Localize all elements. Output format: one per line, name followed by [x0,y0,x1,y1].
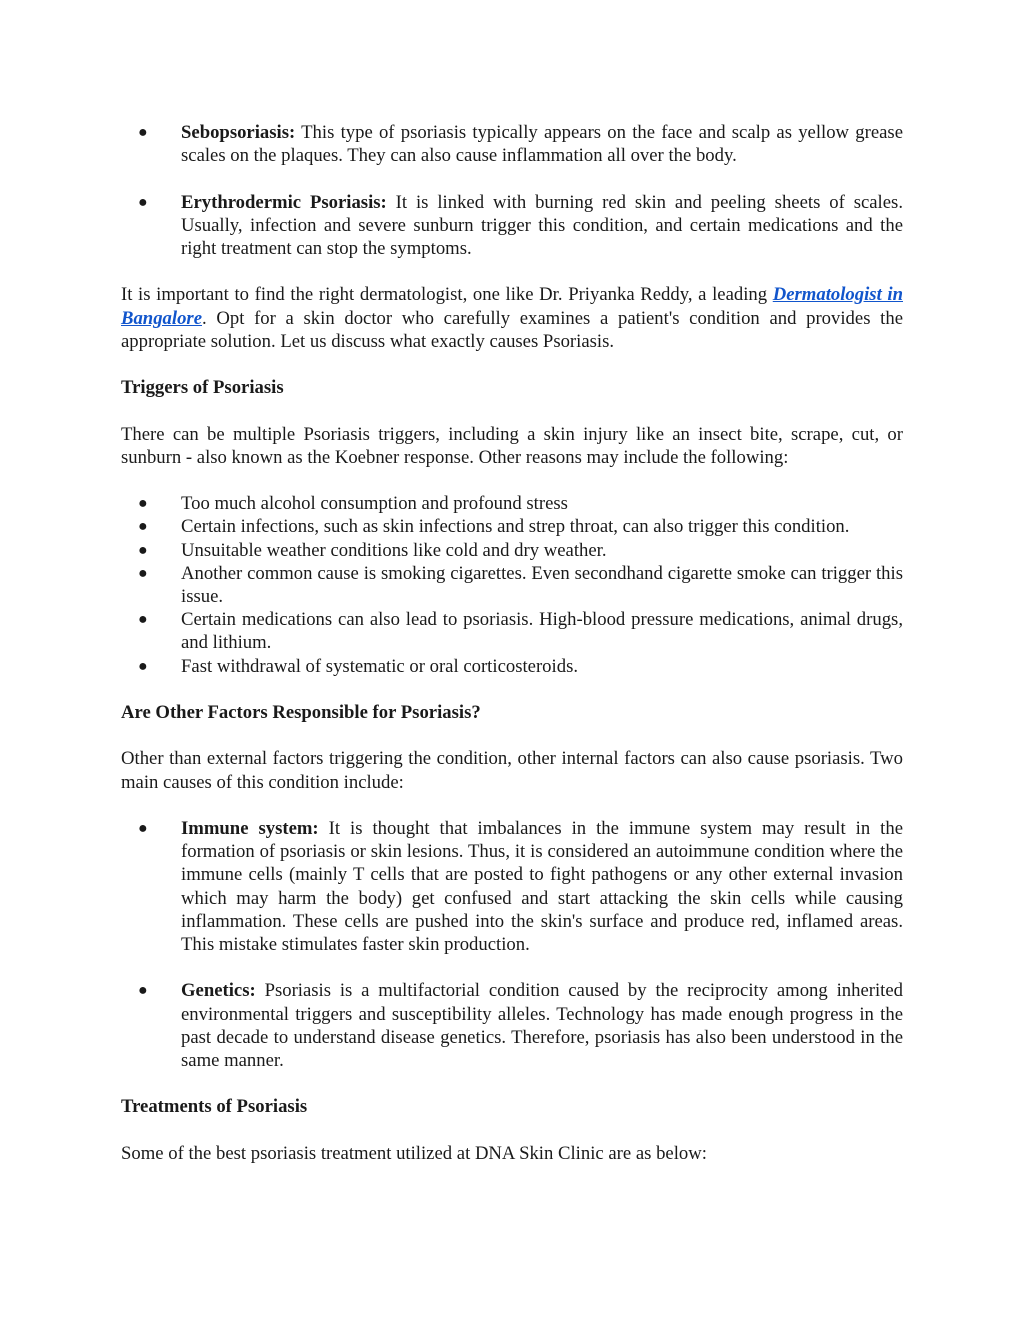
list-item-text: Psoriasis is a multifactorial condition caused by the reciprocity among inherited environmental triggers and susceptibility alleles. Technology has made enough progress in the past decade to understand disease genetics. Therefore, psoriasis has also been understood in the same manner. [181,980,903,1071]
bullet-icon: ● [138,982,148,1000]
list-item-text: Fast withdrawal of systematic or oral corticosteroids. [181,655,579,677]
list-item-text: This type of psoriasis typically appears on the face and scalp as yellow grease scales on the plaques. They can also cause inflammation all over the body. [181,122,903,167]
treatments-paragraph: Some of the best psoriasis treatment utilized at DNA Skin Clinic are as below: [121,1142,707,1164]
bullet-icon: ● [138,193,148,211]
list-item-term: Genetics: [181,980,256,1002]
triggers-heading: Triggers of Psoriasis [121,377,284,399]
bullet-icon: ● [138,124,148,141]
list-item-term: Sebopsoriasis: [181,122,296,143]
internal-causes-list [121,817,903,1072]
list-item [121,191,903,261]
other-factors-paragraph: Other than external factors triggering the condition, other internal factors can also cause psoriasis. Two main causes of this condition include: [121,748,903,793]
document-page [121,121,903,1188]
list-item [121,608,903,654]
list-item-term: Erythrodermic Psoriasis: [181,191,387,213]
intro-text-after-link: . Opt for a skin doctor who carefully examines a patient's condition and provides the appropriate solution. Let us discuss what exactly causes Psoriasis. [121,307,903,352]
list-item [121,121,903,167]
bullet-icon: ● [138,541,148,559]
list-item-term: Immune system: [181,817,319,839]
intro-text-before-link: It is important to find the right dermatologist, one like Dr. Priyanka Reddy, a leading [121,284,773,306]
bullet-icon: ● [138,495,148,513]
dermatologist-link[interactable]: Dermatologist in Bangalore [121,284,903,329]
other-factors-heading: Are Other Factors Responsible for Psoriasis? [121,701,481,723]
intro-paragraph [121,283,903,353]
list-item [121,492,903,515]
bullet-icon: ● [138,657,148,675]
list-item [121,979,903,1072]
list-item [121,515,903,538]
list-item-text: Another common cause is smoking cigarettes. Even secondhand cigarette smoke can trigger this issue. [181,562,903,607]
list-item-text: Unsuitable weather conditions like cold and dry weather. [181,539,607,561]
triggers-list [121,492,903,678]
bullet-icon: ● [138,819,148,837]
list-item-text: Too much alcohol consumption and profound stress [181,493,568,515]
list-item [121,562,903,608]
bullet-icon: ● [138,611,148,629]
psoriasis-types-list [121,121,903,260]
list-item-text: Certain medications can also lead to psoriasis. High-blood pressure medications, animal drugs, and lithium. [181,609,903,654]
list-item-text: It is linked with burning red skin and peeling sheets of scales. Usually, infection and severe sunburn trigger this condition, and certain medications and the right treatment can stop the symptoms. [181,191,903,259]
bullet-icon: ● [138,518,148,536]
list-item-text: It is thought that imbalances in the immune system may result in the formation of psoriasis or skin lesions. Thus, it is considered an autoimmune condition where the immune cells (mainly T cells that are posted to fight pathogens or any other external invasion which may harm the body) get confused and start attacking the skin cells while causing inflammation. These cells are pushed into the skin's surface and produce red, inflamed areas. This mistake stimulates faster skin production. [181,817,903,955]
treatments-heading: Treatments of Psoriasis [121,1096,308,1118]
list-item [121,817,903,956]
triggers-paragraph: There can be multiple Psoriasis triggers, including a skin injury like an insect bite, scrape, cut, or sunburn - also known as the Koebner response. Other reasons may include the following: [121,423,903,468]
list-item [121,539,903,562]
list-item [121,655,903,678]
list-item-text: Certain infections, such as skin infections and strep throat, can also trigger this condition. [181,516,850,538]
bullet-icon: ● [138,564,148,582]
